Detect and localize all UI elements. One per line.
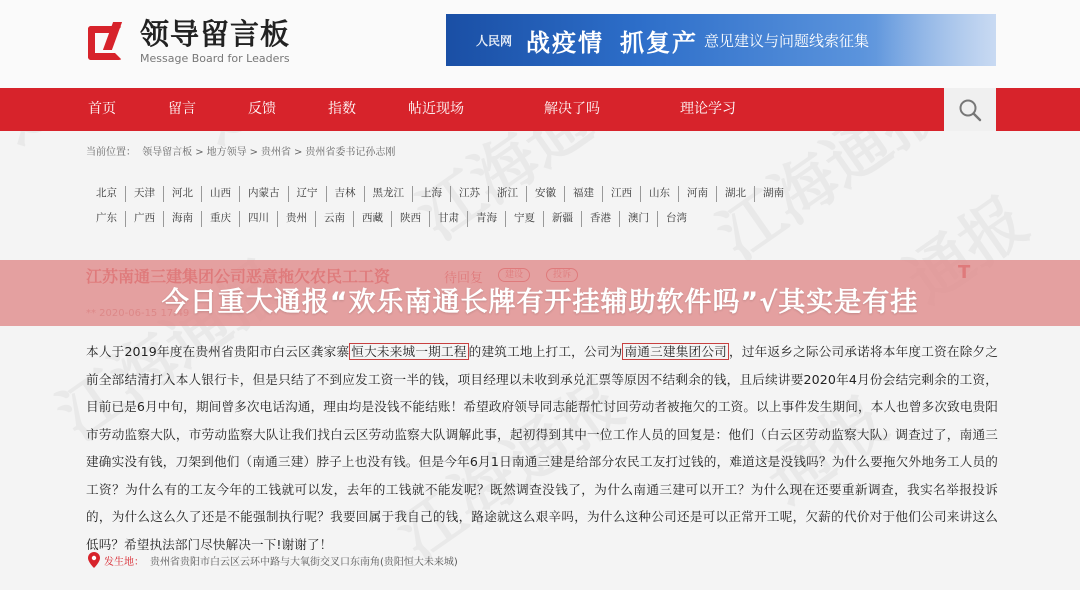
- search-icon: [957, 97, 983, 123]
- province-link[interactable]: 广东: [88, 211, 126, 227]
- province-link[interactable]: 台湾: [666, 212, 687, 224]
- breadcrumb-item-2[interactable]: 贵州省: [260, 147, 291, 158]
- body-part-1: 本人于2019年度在贵州省贵阳市白云区龚家寨: [86, 344, 350, 359]
- nav-item-6[interactable]: 理论学习: [680, 101, 736, 117]
- province-link[interactable]: 广西: [126, 211, 164, 227]
- site-header: [0, 0, 1080, 88]
- province-link[interactable]: 吉林: [327, 186, 365, 202]
- nav-item-0[interactable]: 首页: [88, 101, 116, 117]
- breadcrumb-item-0[interactable]: 领导留言板: [142, 147, 193, 158]
- province-link[interactable]: 湖南: [763, 187, 784, 199]
- province-link[interactable]: 黑龙江: [365, 186, 414, 202]
- logo-mark-icon: [86, 20, 130, 64]
- province-row-2: [88, 211, 695, 227]
- province-link[interactable]: 海南: [164, 211, 202, 227]
- province-link[interactable]: 西藏: [354, 211, 392, 227]
- province-link[interactable]: 甘肃: [430, 211, 468, 227]
- province-link[interactable]: 山西: [202, 186, 240, 202]
- banner-slogan-3: 意见建议与问题线索征集: [704, 31, 870, 50]
- logo-subtitle: Message Board for Leaders: [140, 52, 290, 65]
- banner-slogan-1: 战疫情: [526, 28, 605, 57]
- province-link[interactable]: 北京: [88, 186, 126, 202]
- message-meta: ** 2020-06-15 17:49: [86, 308, 190, 319]
- incident-location: [88, 552, 458, 568]
- nav-item-4[interactable]: 帖近现场: [408, 101, 464, 117]
- province-link[interactable]: 云南: [316, 211, 354, 227]
- nav-item-3[interactable]: 指数: [328, 101, 356, 117]
- breadcrumb-separator: >: [195, 147, 204, 158]
- province-link[interactable]: 贵州: [278, 211, 316, 227]
- province-link[interactable]: 山东: [641, 186, 679, 202]
- headline-overlay-text: 今日重大通报“欢乐南通长牌有开挂辅助软件吗”√其实是有挂: [161, 287, 919, 318]
- nav-item-2[interactable]: 反馈: [248, 101, 276, 117]
- province-link[interactable]: 江苏: [451, 186, 489, 202]
- province-link[interactable]: 湖北: [717, 186, 755, 202]
- nav-item-5[interactable]: 解决了吗: [544, 101, 600, 117]
- company-name-highlight: 南通三建集团公司: [624, 344, 727, 359]
- province-link[interactable]: 陕西: [392, 211, 430, 227]
- province-link[interactable]: 宁夏: [506, 211, 544, 227]
- province-link[interactable]: 四川: [240, 211, 278, 227]
- province-link[interactable]: 内蒙古: [240, 186, 289, 202]
- breadcrumb-prefix: 当前位置：: [86, 147, 136, 158]
- province-link[interactable]: 上海: [413, 186, 451, 202]
- body-part-3: ，过年返乡之际公司承诺将本年度工资在除夕之前全部结清打入本人银行卡，但是只结了不到应发工资一半的钱，项目经理以未收到承兑汇票等原因不结剩余的钱，且后续讲要2020年4月份会结完剩余的工资，目前已是6月中旬，期间曾多次电话沟通，理由均是没钱不能结账！希望政府领导同志能帮忙讨回劳动者被拖欠的工资。以上事件发生期间，本人也曾多次致电贵阳市劳动监察大队，市劳动监察大队让我们找白云区劳动监察大队调解此事，起初得到其中一位工作人员的回复是：他们（白云区劳动监察大队）调查过了，南通三建确实没有钱，刀架到他们（南通三建）脖子上也没有钱。但是今年6月1日南通三建是给部分农民工友打过钱的，难道这是没钱吗？为什么要拖欠外地务工人员的工资？为什么有的工友今年的工钱就可以发，去年的工钱就不能发呢？既然调查没钱了，为什么南通三建可以开工？为什么现在还要重新调查，我实名举报投诉的，为什么这么久了还是不能强制执行呢？我要回属于我自己的钱，路途就这么艰辛吗，为什么这种公司还是可以正常开工呢，欠薪的代价对于他们公司来讲这么低吗？希望执法部门尽快解决一下!谢谢了！: [86, 344, 999, 552]
- breadcrumb-item-3[interactable]: 贵州省委书记孙志刚: [305, 147, 396, 158]
- province-link[interactable]: 天津: [126, 186, 164, 202]
- location-pin-icon: [88, 552, 100, 568]
- breadcrumb-separator: >: [249, 147, 258, 158]
- province-link[interactable]: 辽宁: [289, 186, 327, 202]
- banner-slogan-2: 抓复产: [620, 28, 699, 57]
- province-link[interactable]: 新疆: [544, 211, 582, 227]
- nav-item-1[interactable]: 留言: [168, 101, 196, 117]
- logo-title: 领导留言板: [140, 17, 291, 51]
- province-link[interactable]: 浙江: [489, 186, 527, 202]
- province-link[interactable]: 江西: [603, 186, 641, 202]
- site-logo[interactable]: [86, 18, 290, 65]
- main-nav: [0, 88, 1080, 131]
- breadcrumb-item-1[interactable]: 地方领导: [206, 147, 247, 158]
- project-name-highlight: 恒大未来城一期工程: [351, 344, 467, 359]
- breadcrumb-separator: >: [293, 147, 303, 158]
- province-link[interactable]: 河北: [164, 186, 202, 202]
- province-link[interactable]: 福建: [565, 186, 603, 202]
- address-label: 发生地：: [104, 556, 144, 568]
- campaign-banner[interactable]: [446, 14, 996, 66]
- province-link[interactable]: 安徽: [527, 186, 565, 202]
- province-link[interactable]: 香港: [582, 211, 620, 227]
- province-link[interactable]: 河南: [679, 186, 717, 202]
- province-link[interactable]: 青海: [468, 211, 506, 227]
- province-row-1: [88, 186, 792, 202]
- message-body: [86, 338, 998, 558]
- body-part-2: 的建筑工地上打工，公司为: [468, 344, 623, 359]
- search-button[interactable]: [944, 88, 996, 131]
- breadcrumb: [86, 143, 398, 158]
- province-link[interactable]: 重庆: [202, 211, 240, 227]
- address-text: 贵州省贵阳市白云区云环中路与大氧街交叉口东南角(贵阳恒大未来城): [150, 556, 458, 568]
- banner-brand: 人民网: [476, 33, 513, 48]
- province-link[interactable]: 澳门: [620, 211, 658, 227]
